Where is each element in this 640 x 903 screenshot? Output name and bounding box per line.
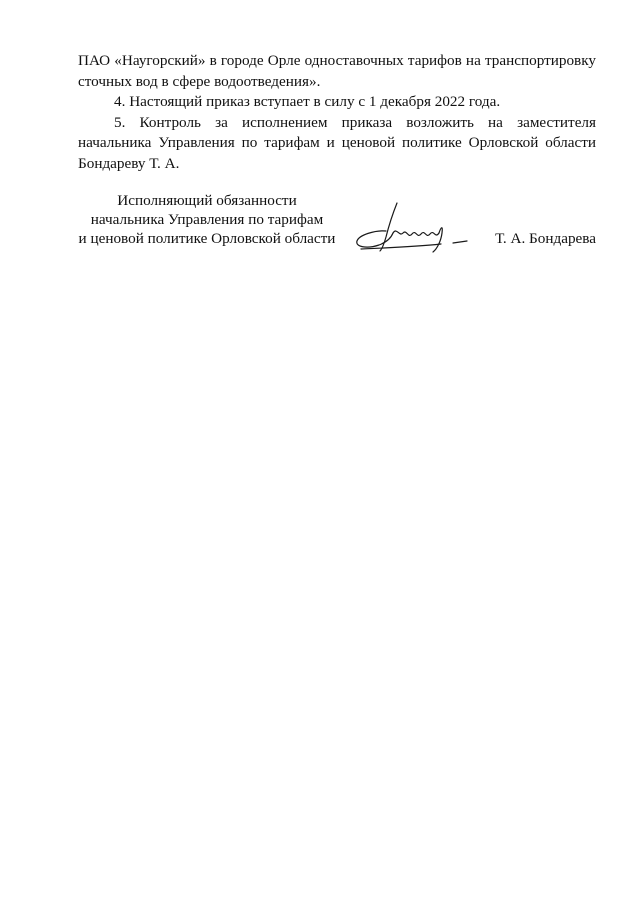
signatory-position-line: Исполняющий обязанности — [117, 192, 297, 209]
signatory-position — [78, 191, 336, 248]
document-body — [78, 51, 596, 174]
signatory-position-line: и ценовой политике Орловской области — [78, 230, 336, 247]
paragraph-item-4: 4. Настоящий приказ вступает в силу с 1 декабря 2022 года. — [114, 93, 501, 110]
handwritten-signature — [353, 197, 473, 259]
paragraph-item-5: 5. Контроль за исполнением приказа возложить на заместителя начальника Управления по тарифам и ценовой политике Орловской области Бондареву Т. А. — [78, 113, 596, 172]
signatory-name: Т. А. Бондарева — [495, 230, 596, 247]
signature-block — [78, 191, 596, 261]
paragraph-continuation: ПАО «Наугорский» в городе Орле одноставочных тарифов на транспортировку сточных вод в сфере водоотведения». — [78, 52, 596, 90]
signatory-position-line: начальника Управления по тарифам — [90, 211, 324, 228]
